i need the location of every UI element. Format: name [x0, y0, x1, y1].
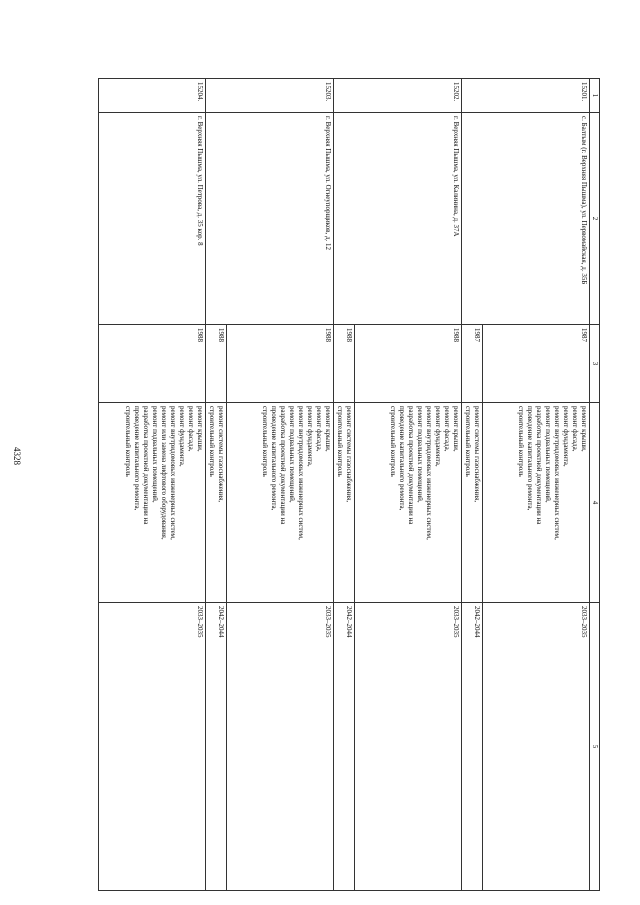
column-header: 2	[590, 113, 600, 325]
work-item: ремонт системы газоснабжения,	[473, 406, 481, 503]
work-item: ремонт внутридомовых инженерных систем,	[297, 406, 305, 540]
period-cell: 2042–2044	[462, 603, 483, 891]
work-item: строительный контроль	[261, 406, 269, 477]
work-item: ремонт крыши,	[452, 406, 460, 452]
work-item: ремонт подвальных помещений,	[416, 406, 424, 503]
work-item: разработка проектной документации на	[279, 406, 287, 525]
work-item: ремонт фундамента,	[178, 406, 186, 467]
column-header: 3	[590, 325, 600, 403]
period-cell: 2033–2035	[227, 603, 334, 891]
period-cell: 2042–2044	[334, 603, 355, 891]
row-number-cell: 15202.	[334, 79, 462, 113]
table-row	[483, 79, 590, 891]
works-cell	[206, 403, 227, 603]
year-cell: 1988	[334, 325, 355, 403]
year-cell: 1988	[99, 325, 206, 403]
works-cell	[355, 403, 462, 603]
work-item: ремонт подвальных помещений,	[288, 406, 296, 503]
work-item: разработка проектной документации на	[142, 406, 150, 525]
row-number-cell: 15204.	[99, 79, 206, 113]
work-item: ремонт фасада,	[187, 406, 195, 452]
repair-schedule-table	[98, 78, 600, 891]
work-item: ремонт фасада,	[443, 406, 451, 452]
work-item: ремонт крыши,	[580, 406, 588, 452]
work-item: разработка проектной документации на	[407, 406, 415, 525]
work-item: ремонт внутридомовых инженерных систем,	[425, 406, 433, 540]
year-cell: 1987	[483, 325, 590, 403]
column-header: 5	[590, 603, 600, 891]
work-item: строительный контроль	[124, 406, 132, 477]
work-item: ремонт внутридомовых инженерных систем,	[553, 406, 561, 540]
table-row	[355, 79, 462, 891]
address-cell: г. Верхняя Пышма, ул. Петрова, д. 35 кор. 8	[99, 113, 206, 325]
works-cell	[462, 403, 483, 603]
year-cell: 1987	[462, 325, 483, 403]
work-item: ремонт подвальных помещений,	[151, 406, 159, 503]
period-cell: 2033–2035	[355, 603, 462, 891]
work-item: проведение капитального ремонта,	[398, 406, 406, 511]
page-number-text: 4328	[12, 447, 22, 465]
work-item: проведение капитального ремонта,	[526, 406, 534, 511]
work-item: строительный контроль	[517, 406, 525, 477]
work-item: строительный контроль	[389, 406, 397, 477]
work-item: проведение капитального ремонта,	[270, 406, 278, 511]
table-body	[99, 79, 590, 891]
work-item: ремонт или замена лифтового оборудования,	[160, 406, 168, 540]
work-item: ремонт системы газоснабжения,	[217, 406, 225, 503]
works-cell	[99, 403, 206, 603]
work-item: ремонт фундамента,	[562, 406, 570, 467]
work-item: ремонт фасада,	[315, 406, 323, 452]
work-item: ремонт крыши,	[196, 406, 204, 452]
header-row	[590, 79, 600, 891]
table-row	[227, 79, 334, 891]
work-item: ремонт внутридомовых инженерных систем,	[169, 406, 177, 540]
work-item: ремонт фундамента,	[434, 406, 442, 467]
work-item: ремонт подвальных помещений,	[544, 406, 552, 503]
year-cell: 1988	[355, 325, 462, 403]
address-cell: г. Верхняя Пышма, ул. Калинина, д. 37А	[334, 113, 462, 325]
table-row	[99, 79, 206, 891]
address-cell: г. Верхняя Пышма, ул. Огнеупорщиков, д. 12	[206, 113, 334, 325]
year-cell: 1988	[206, 325, 227, 403]
works-cell	[483, 403, 590, 603]
works-cell	[334, 403, 355, 603]
works-cell	[227, 403, 334, 603]
work-item: разработка проектной документации на	[535, 406, 543, 525]
period-cell: 2033–2035	[483, 603, 590, 891]
work-item: ремонт фундамента,	[306, 406, 314, 467]
period-cell: 2033–2035	[99, 603, 206, 891]
work-item: ремонт крыши,	[324, 406, 332, 452]
work-item: строительный контроль	[208, 406, 216, 477]
work-item: ремонт системы газоснабжения,	[345, 406, 353, 503]
work-item: строительный контроль	[336, 406, 344, 477]
row-number-cell: 15201.	[462, 79, 590, 113]
period-cell: 2042–2044	[206, 603, 227, 891]
rotated-table-wrapper	[80, 78, 600, 890]
year-cell: 1988	[227, 325, 334, 403]
row-number-cell: 15203.	[206, 79, 334, 113]
work-item: проведение капитального ремонта,	[133, 406, 141, 511]
column-header: 1	[590, 79, 600, 113]
work-item: строительный контроль	[464, 406, 472, 477]
address-cell: с. Балтым (г. Верхняя Пышма), ул. Первомайская, д. 35Б	[462, 113, 590, 325]
work-item: ремонт фасада,	[571, 406, 579, 452]
column-header: 4	[590, 403, 600, 603]
